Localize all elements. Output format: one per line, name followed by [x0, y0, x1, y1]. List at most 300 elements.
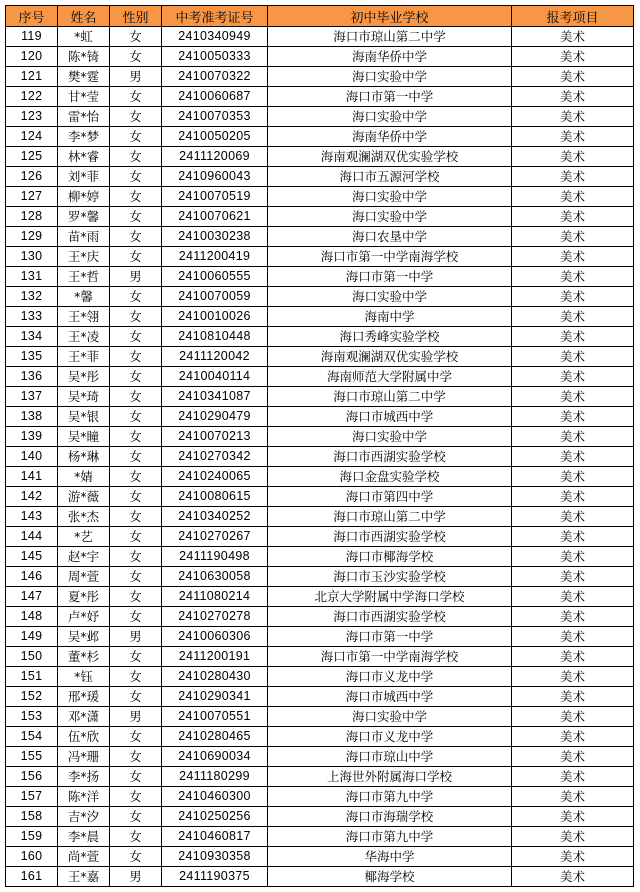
exam-id-cell: 2410070353 [162, 107, 268, 127]
index-cell: 157 [6, 787, 58, 807]
table-row [6, 87, 634, 107]
exam-id-cell: 2410060687 [162, 87, 268, 107]
gender-cell: 女 [110, 87, 162, 107]
name-cell: *虹 [58, 27, 110, 47]
school-cell: 海口实验中学 [268, 187, 512, 207]
gender-cell: 女 [110, 487, 162, 507]
name-cell: *钰 [58, 667, 110, 687]
exam-id-cell: 2411200419 [162, 247, 268, 267]
name-cell: 刘*菲 [58, 167, 110, 187]
school-cell: 海口市义龙中学 [268, 667, 512, 687]
subject-cell: 美术 [512, 507, 634, 527]
table-body [6, 27, 634, 887]
gender-cell: 女 [110, 427, 162, 447]
exam-id-cell: 2410080615 [162, 487, 268, 507]
index-cell: 119 [6, 27, 58, 47]
exam-id-cell: 2410060306 [162, 627, 268, 647]
table-row [6, 327, 634, 347]
header-name: 姓名 [58, 6, 110, 27]
name-cell: 陈*洋 [58, 787, 110, 807]
exam-id-cell: 2410040114 [162, 367, 268, 387]
gender-cell: 男 [110, 627, 162, 647]
gender-cell: 女 [110, 207, 162, 227]
index-cell: 145 [6, 547, 58, 567]
name-cell: 李*梦 [58, 127, 110, 147]
name-cell: 王*嘉 [58, 867, 110, 887]
gender-cell: 女 [110, 807, 162, 827]
school-cell: 海口市第九中学 [268, 787, 512, 807]
school-cell: 海口市椰海学校 [268, 547, 512, 567]
exam-id-cell: 2410460817 [162, 827, 268, 847]
exam-id-cell: 2411120042 [162, 347, 268, 367]
gender-cell: 女 [110, 307, 162, 327]
subject-cell: 美术 [512, 767, 634, 787]
index-cell: 153 [6, 707, 58, 727]
name-cell: 卢*妤 [58, 607, 110, 627]
table-row [6, 387, 634, 407]
gender-cell: 女 [110, 747, 162, 767]
name-cell: *艺 [58, 527, 110, 547]
table-row [6, 27, 634, 47]
index-cell: 139 [6, 427, 58, 447]
name-cell: 邢*瑗 [58, 687, 110, 707]
subject-cell: 美术 [512, 567, 634, 587]
subject-cell: 美术 [512, 107, 634, 127]
gender-cell: 女 [110, 547, 162, 567]
table-row [6, 247, 634, 267]
header-school: 初中毕业学校 [268, 6, 512, 27]
table-row [6, 287, 634, 307]
school-cell: 海口秀峰实验学校 [268, 327, 512, 347]
subject-cell: 美术 [512, 127, 634, 147]
subject-cell: 美术 [512, 647, 634, 667]
name-cell: 林*睿 [58, 147, 110, 167]
exam-id-cell: 2410460300 [162, 787, 268, 807]
index-cell: 132 [6, 287, 58, 307]
table-row [6, 547, 634, 567]
spreadsheet [5, 5, 634, 887]
subject-cell: 美术 [512, 327, 634, 347]
exam-id-cell: 2410341087 [162, 387, 268, 407]
school-cell: 海口市第一中学南海学校 [268, 247, 512, 267]
name-cell: 王*哲 [58, 267, 110, 287]
table-row [6, 827, 634, 847]
index-cell: 161 [6, 867, 58, 887]
school-cell: 海南观澜湖双优实验学校 [268, 147, 512, 167]
school-cell: 华海中学 [268, 847, 512, 867]
exam-id-cell: 2410270342 [162, 447, 268, 467]
exam-id-cell: 2410070519 [162, 187, 268, 207]
exam-id-cell: 2410280430 [162, 667, 268, 687]
exam-id-cell: 2411190375 [162, 867, 268, 887]
index-cell: 131 [6, 267, 58, 287]
table-row [6, 127, 634, 147]
school-cell: 海口实验中学 [268, 707, 512, 727]
index-cell: 143 [6, 507, 58, 527]
name-cell: 樊*霆 [58, 67, 110, 87]
school-cell: 海口实验中学 [268, 207, 512, 227]
name-cell: 甘*莹 [58, 87, 110, 107]
subject-cell: 美术 [512, 267, 634, 287]
gender-cell: 男 [110, 707, 162, 727]
school-cell: 海口市西湖实验学校 [268, 447, 512, 467]
name-cell: 邓*潇 [58, 707, 110, 727]
name-cell: 吴*彤 [58, 367, 110, 387]
subject-cell: 美术 [512, 307, 634, 327]
school-cell: 海口实验中学 [268, 67, 512, 87]
subject-cell: 美术 [512, 427, 634, 447]
exam-id-cell: 2410030238 [162, 227, 268, 247]
index-cell: 150 [6, 647, 58, 667]
school-cell: 海口农垦中学 [268, 227, 512, 247]
name-cell: 吴*琦 [58, 387, 110, 407]
exam-id-cell: 2410630058 [162, 567, 268, 587]
exam-id-cell: 2410280465 [162, 727, 268, 747]
school-cell: 海南华侨中学 [268, 127, 512, 147]
index-cell: 148 [6, 607, 58, 627]
index-cell: 152 [6, 687, 58, 707]
subject-cell: 美术 [512, 627, 634, 647]
gender-cell: 女 [110, 327, 162, 347]
index-cell: 158 [6, 807, 58, 827]
subject-cell: 美术 [512, 67, 634, 87]
name-cell: 吴*银 [58, 407, 110, 427]
table-row [6, 427, 634, 447]
name-cell: 游*薇 [58, 487, 110, 507]
table-row [6, 487, 634, 507]
index-cell: 142 [6, 487, 58, 507]
subject-cell: 美术 [512, 687, 634, 707]
exam-id-cell: 2410340949 [162, 27, 268, 47]
exam-id-cell: 2410070621 [162, 207, 268, 227]
gender-cell: 女 [110, 467, 162, 487]
gender-cell: 女 [110, 287, 162, 307]
subject-cell: 美术 [512, 867, 634, 887]
school-cell: 海口市琼山第二中学 [268, 507, 512, 527]
gender-cell: 女 [110, 407, 162, 427]
exam-id-cell: 2410290341 [162, 687, 268, 707]
index-cell: 124 [6, 127, 58, 147]
exam-id-cell: 2410250256 [162, 807, 268, 827]
gender-cell: 男 [110, 867, 162, 887]
index-cell: 123 [6, 107, 58, 127]
table-row [6, 67, 634, 87]
name-cell: 吴*邺 [58, 627, 110, 647]
name-cell: 周*萱 [58, 567, 110, 587]
subject-cell: 美术 [512, 847, 634, 867]
header-exam-id: 中考准考证号 [162, 6, 268, 27]
index-cell: 137 [6, 387, 58, 407]
student-table [5, 5, 634, 887]
gender-cell: 女 [110, 507, 162, 527]
table-row [6, 727, 634, 747]
table-row [6, 467, 634, 487]
school-cell: 海南师范大学附属中学 [268, 367, 512, 387]
subject-cell: 美术 [512, 147, 634, 167]
gender-cell: 女 [110, 687, 162, 707]
table-row [6, 867, 634, 887]
subject-cell: 美术 [512, 87, 634, 107]
index-cell: 156 [6, 767, 58, 787]
index-cell: 128 [6, 207, 58, 227]
name-cell: 柳*婷 [58, 187, 110, 207]
index-cell: 122 [6, 87, 58, 107]
table-row [6, 367, 634, 387]
subject-cell: 美术 [512, 527, 634, 547]
subject-cell: 美术 [512, 787, 634, 807]
school-cell: 海口市琼山第二中学 [268, 387, 512, 407]
gender-cell: 女 [110, 447, 162, 467]
subject-cell: 美术 [512, 587, 634, 607]
index-cell: 154 [6, 727, 58, 747]
exam-id-cell: 2411180299 [162, 767, 268, 787]
table-row [6, 667, 634, 687]
subject-cell: 美术 [512, 387, 634, 407]
name-cell: *婧 [58, 467, 110, 487]
table-row [6, 527, 634, 547]
subject-cell: 美术 [512, 447, 634, 467]
school-cell: 海口市玉沙实验学校 [268, 567, 512, 587]
index-cell: 126 [6, 167, 58, 187]
school-cell: 海口市第一中学 [268, 267, 512, 287]
subject-cell: 美术 [512, 287, 634, 307]
gender-cell: 女 [110, 187, 162, 207]
gender-cell: 女 [110, 47, 162, 67]
index-cell: 159 [6, 827, 58, 847]
index-cell: 146 [6, 567, 58, 587]
exam-id-cell: 2410930358 [162, 847, 268, 867]
subject-cell: 美术 [512, 467, 634, 487]
school-cell: 海口市琼山第二中学 [268, 27, 512, 47]
name-cell: 罗*馨 [58, 207, 110, 227]
table-row [6, 807, 634, 827]
name-cell: 吉*汐 [58, 807, 110, 827]
exam-id-cell: 2411080214 [162, 587, 268, 607]
gender-cell: 女 [110, 647, 162, 667]
name-cell: 吴*瞳 [58, 427, 110, 447]
gender-cell: 女 [110, 847, 162, 867]
school-cell: 海南中学 [268, 307, 512, 327]
name-cell: 夏*彤 [58, 587, 110, 607]
school-cell: 北京大学附属中学海口学校 [268, 587, 512, 607]
exam-id-cell: 2410060555 [162, 267, 268, 287]
index-cell: 129 [6, 227, 58, 247]
table-row [6, 167, 634, 187]
index-cell: 121 [6, 67, 58, 87]
school-cell: 椰海学校 [268, 867, 512, 887]
exam-id-cell: 2410960043 [162, 167, 268, 187]
school-cell: 海南华侨中学 [268, 47, 512, 67]
index-cell: 138 [6, 407, 58, 427]
exam-id-cell: 2411190498 [162, 547, 268, 567]
gender-cell: 女 [110, 587, 162, 607]
header-row [6, 6, 634, 27]
name-cell: 王*庆 [58, 247, 110, 267]
school-cell: 海口市五源河学校 [268, 167, 512, 187]
exam-id-cell: 2410010026 [162, 307, 268, 327]
exam-id-cell: 2411200191 [162, 647, 268, 667]
table-row [6, 567, 634, 587]
exam-id-cell: 2410050333 [162, 47, 268, 67]
index-cell: 133 [6, 307, 58, 327]
exam-id-cell: 2410270278 [162, 607, 268, 627]
table-row [6, 207, 634, 227]
index-cell: 160 [6, 847, 58, 867]
school-cell: 海口实验中学 [268, 287, 512, 307]
subject-cell: 美术 [512, 347, 634, 367]
exam-id-cell: 2410270267 [162, 527, 268, 547]
table-row [6, 787, 634, 807]
gender-cell: 女 [110, 607, 162, 627]
school-cell: 海口市第四中学 [268, 487, 512, 507]
school-cell: 上海世外附属海口学校 [268, 767, 512, 787]
exam-id-cell: 2410810448 [162, 327, 268, 347]
table-row [6, 347, 634, 367]
school-cell: 海口实验中学 [268, 107, 512, 127]
index-cell: 125 [6, 147, 58, 167]
exam-id-cell: 2410690034 [162, 747, 268, 767]
index-cell: 149 [6, 627, 58, 647]
header-gender: 性别 [110, 6, 162, 27]
index-cell: 135 [6, 347, 58, 367]
school-cell: 海口市西湖实验学校 [268, 607, 512, 627]
exam-id-cell: 2410070551 [162, 707, 268, 727]
gender-cell: 男 [110, 67, 162, 87]
gender-cell: 女 [110, 567, 162, 587]
name-cell: 董*杉 [58, 647, 110, 667]
index-cell: 155 [6, 747, 58, 767]
name-cell: 赵*宇 [58, 547, 110, 567]
school-cell: 海口市西湖实验学校 [268, 527, 512, 547]
table-row [6, 647, 634, 667]
index-cell: 120 [6, 47, 58, 67]
name-cell: 尚*萱 [58, 847, 110, 867]
subject-cell: 美术 [512, 167, 634, 187]
school-cell: 海口市琼山中学 [268, 747, 512, 767]
school-cell: 海口金盘实验学校 [268, 467, 512, 487]
name-cell: *馨 [58, 287, 110, 307]
subject-cell: 美术 [512, 707, 634, 727]
table-row [6, 687, 634, 707]
subject-cell: 美术 [512, 207, 634, 227]
school-cell: 海口市城西中学 [268, 407, 512, 427]
subject-cell: 美术 [512, 547, 634, 567]
gender-cell: 女 [110, 527, 162, 547]
gender-cell: 女 [110, 147, 162, 167]
index-cell: 136 [6, 367, 58, 387]
exam-id-cell: 2410290479 [162, 407, 268, 427]
name-cell: 伍*欣 [58, 727, 110, 747]
gender-cell: 女 [110, 667, 162, 687]
name-cell: 杨*琳 [58, 447, 110, 467]
table-row [6, 707, 634, 727]
table-row [6, 507, 634, 527]
subject-cell: 美术 [512, 27, 634, 47]
name-cell: 李*扬 [58, 767, 110, 787]
school-cell: 海口市第九中学 [268, 827, 512, 847]
gender-cell: 女 [110, 727, 162, 747]
name-cell: 李*晨 [58, 827, 110, 847]
school-cell: 海口市义龙中学 [268, 727, 512, 747]
school-cell: 海口市第一中学南海学校 [268, 647, 512, 667]
subject-cell: 美术 [512, 727, 634, 747]
header-subject: 报考项目 [512, 6, 634, 27]
gender-cell: 女 [110, 387, 162, 407]
subject-cell: 美术 [512, 227, 634, 247]
gender-cell: 女 [110, 127, 162, 147]
exam-id-cell: 2410070322 [162, 67, 268, 87]
subject-cell: 美术 [512, 187, 634, 207]
table-row [6, 447, 634, 467]
subject-cell: 美术 [512, 47, 634, 67]
gender-cell: 女 [110, 767, 162, 787]
subject-cell: 美术 [512, 487, 634, 507]
subject-cell: 美术 [512, 667, 634, 687]
name-cell: 王*菲 [58, 347, 110, 367]
index-cell: 130 [6, 247, 58, 267]
gender-cell: 女 [110, 27, 162, 47]
table-row [6, 407, 634, 427]
exam-id-cell: 2411120069 [162, 147, 268, 167]
table-row [6, 307, 634, 327]
table-row [6, 587, 634, 607]
school-cell: 海口市第一中学 [268, 627, 512, 647]
name-cell: 王*凌 [58, 327, 110, 347]
index-cell: 147 [6, 587, 58, 607]
subject-cell: 美术 [512, 607, 634, 627]
exam-id-cell: 2410240065 [162, 467, 268, 487]
subject-cell: 美术 [512, 807, 634, 827]
name-cell: 冯*珊 [58, 747, 110, 767]
index-cell: 127 [6, 187, 58, 207]
school-cell: 海南观澜湖双优实验学校 [268, 347, 512, 367]
exam-id-cell: 2410070059 [162, 287, 268, 307]
gender-cell: 女 [110, 827, 162, 847]
school-cell: 海口市第一中学 [268, 87, 512, 107]
gender-cell: 女 [110, 107, 162, 127]
table-row [6, 847, 634, 867]
gender-cell: 女 [110, 247, 162, 267]
exam-id-cell: 2410050205 [162, 127, 268, 147]
table-row [6, 107, 634, 127]
index-cell: 151 [6, 667, 58, 687]
gender-cell: 男 [110, 267, 162, 287]
name-cell: 张*杰 [58, 507, 110, 527]
subject-cell: 美术 [512, 247, 634, 267]
school-cell: 海口市海瑞学校 [268, 807, 512, 827]
table-header [6, 6, 634, 27]
gender-cell: 女 [110, 347, 162, 367]
school-cell: 海口实验中学 [268, 427, 512, 447]
table-row [6, 267, 634, 287]
index-cell: 144 [6, 527, 58, 547]
subject-cell: 美术 [512, 747, 634, 767]
table-row [6, 627, 634, 647]
school-cell: 海口市城西中学 [268, 687, 512, 707]
name-cell: 雷*怡 [58, 107, 110, 127]
subject-cell: 美术 [512, 827, 634, 847]
gender-cell: 女 [110, 167, 162, 187]
table-row [6, 227, 634, 247]
index-cell: 141 [6, 467, 58, 487]
table-row [6, 747, 634, 767]
table-row [6, 607, 634, 627]
gender-cell: 女 [110, 367, 162, 387]
subject-cell: 美术 [512, 367, 634, 387]
gender-cell: 女 [110, 787, 162, 807]
index-cell: 140 [6, 447, 58, 467]
name-cell: 苗*雨 [58, 227, 110, 247]
